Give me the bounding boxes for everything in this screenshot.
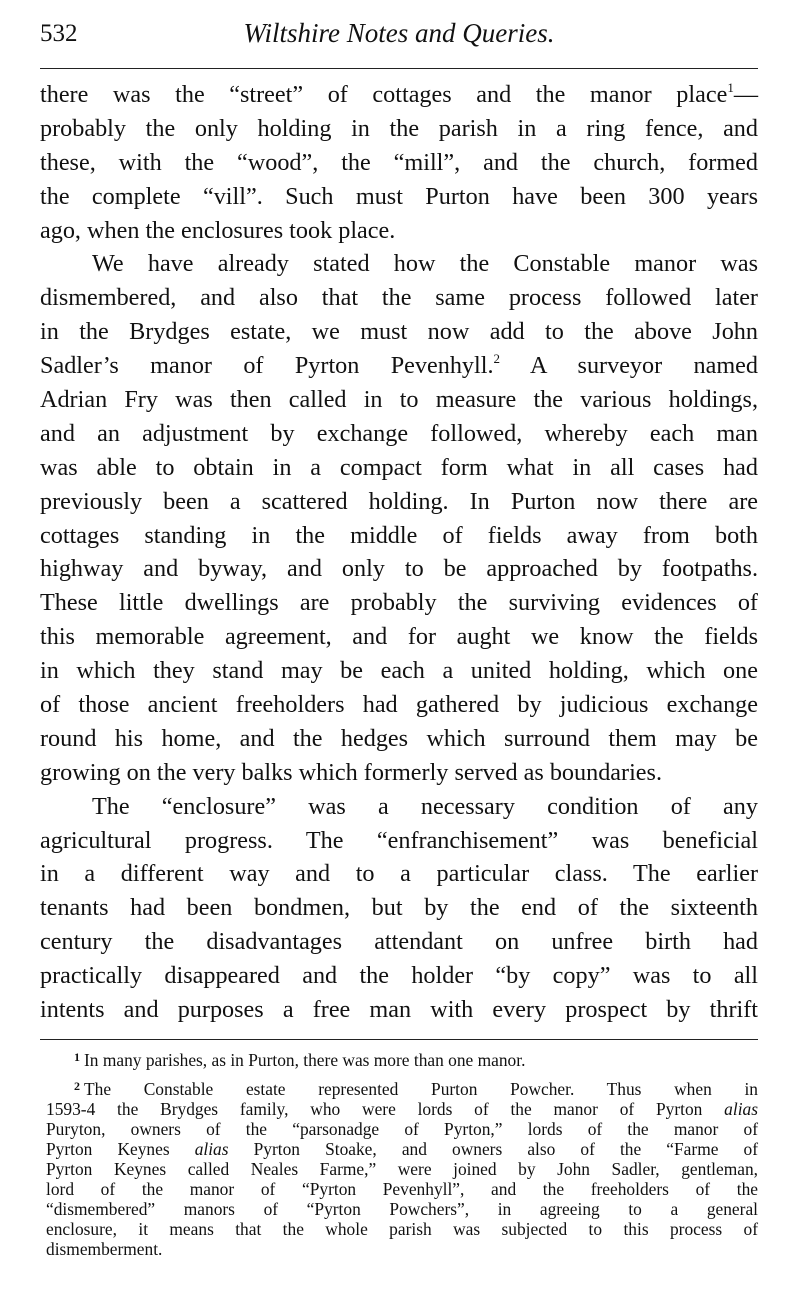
footnotes <box>46 1050 758 1259</box>
page-header <box>40 18 758 54</box>
text-line: We have already stated how the Constable manor was <box>92 250 758 278</box>
footnote-ref-1: 1 <box>727 80 734 95</box>
text-line: intents and purposes a free man with every prospect by thrift <box>40 996 758 1024</box>
footnote-2-line: $^2$ The Constable estate represented Purton Powcher. Thus when in <box>74 1079 758 1099</box>
text-line: dismembered, and also that the same process followed later <box>40 284 758 312</box>
text-line: tenants had been bondmen, but by the end of the sixteenth <box>40 894 758 922</box>
text-line: this memorable agreement, and for aught we know the fields <box>40 623 758 651</box>
text-line: there was the “street” of cottages and the manor place$^1$— <box>40 80 758 108</box>
text-line: probably the only holding in the parish in a ring fence, and <box>40 114 758 142</box>
text-line: highway and byway, and only to be approached by footpaths. <box>40 555 758 583</box>
footnote-2-line: 1593-4 the Brydges family, who were lords of the manor of Pyrton alias <box>46 1099 758 1119</box>
text-line: these, with the “wood”, the “mill”, and the church, formed <box>40 148 758 176</box>
footnote-2-line: lord of the manor of “Pyrton Pevenhyll”, and the freeholders of the <box>46 1179 758 1199</box>
text-line: The “enclosure” was a necessary condition of any <box>92 792 758 820</box>
text-line: practically disappeared and the holder “by copy” was to all <box>40 962 758 990</box>
text-line: of those ancient freeholders had gathered by judicious exchange <box>40 691 758 719</box>
footnote-2-line: Pyrton Keynes called Neales Farme,” were joined by John Sadler, gentleman, <box>46 1159 758 1179</box>
body-text <box>40 78 758 1027</box>
text-line: agricultural progress. The “enfranchisement” was beneficial <box>40 826 758 854</box>
text-line: century the disadvantages attendant on unfree birth had <box>40 928 758 956</box>
page-number: 532 <box>40 20 78 47</box>
footnote-2-line: Puryton, owners of the “parsonadge of Pyrton,” lords of the manor of <box>46 1119 758 1139</box>
text-line: in a different way and to a particular class. The earlier <box>40 860 758 888</box>
text-line: These little dwellings are probably the surviving evidences of <box>40 589 758 617</box>
text-line: Sadler’s manor of Pyrton Pevenhyll.$^2$ A surveyor named <box>40 351 759 380</box>
footnote-rule <box>40 1039 758 1040</box>
text-line: was able to obtain in a compact form what in all cases had <box>40 453 758 481</box>
text-line: round his home, and the hedges which surround them may be <box>40 724 758 752</box>
header-rule <box>40 68 758 69</box>
text-line: growing on the very balks which formerly served as boundaries. <box>40 758 662 786</box>
text-line: the complete “vill”. Such must Purton have been 300 years <box>40 182 758 210</box>
running-title: Wiltshire Notes and Queries. <box>243 18 555 48</box>
footnote-2-line: dismemberment. <box>46 1239 163 1259</box>
footnote-2-line: Pyrton Keynes alias Pyrton Stoake, and owners also of the “Farme of <box>46 1139 759 1159</box>
footnote-1: $^1$ In many parishes, as in Purton, there was more than one manor. <box>74 1050 526 1070</box>
text-line: and an adjustment by exchange followed, whereby each man <box>40 419 758 447</box>
text-line: ago, when the enclosures took place. <box>40 216 396 244</box>
text-line: previously been a scattered holding. In Purton now there are <box>40 487 758 515</box>
footnote-2-line: enclosure, it means that the whole parish was subjected to this process of <box>46 1219 758 1239</box>
footnote-2-line: “dismembered” manors of “Pyrton Powchers”, in agreeing to a general <box>46 1199 758 1219</box>
text-line: cottages standing in the middle of fields away from both <box>40 521 758 549</box>
text-line: Adrian Fry was then called in to measure the various holdings, <box>40 386 758 414</box>
footnote-ref-2: 2 <box>493 351 501 367</box>
text-line: in the Brydges estate, we must now add to the above John <box>40 318 758 346</box>
text-line: in which they stand may be each a united holding, which one <box>40 657 758 685</box>
